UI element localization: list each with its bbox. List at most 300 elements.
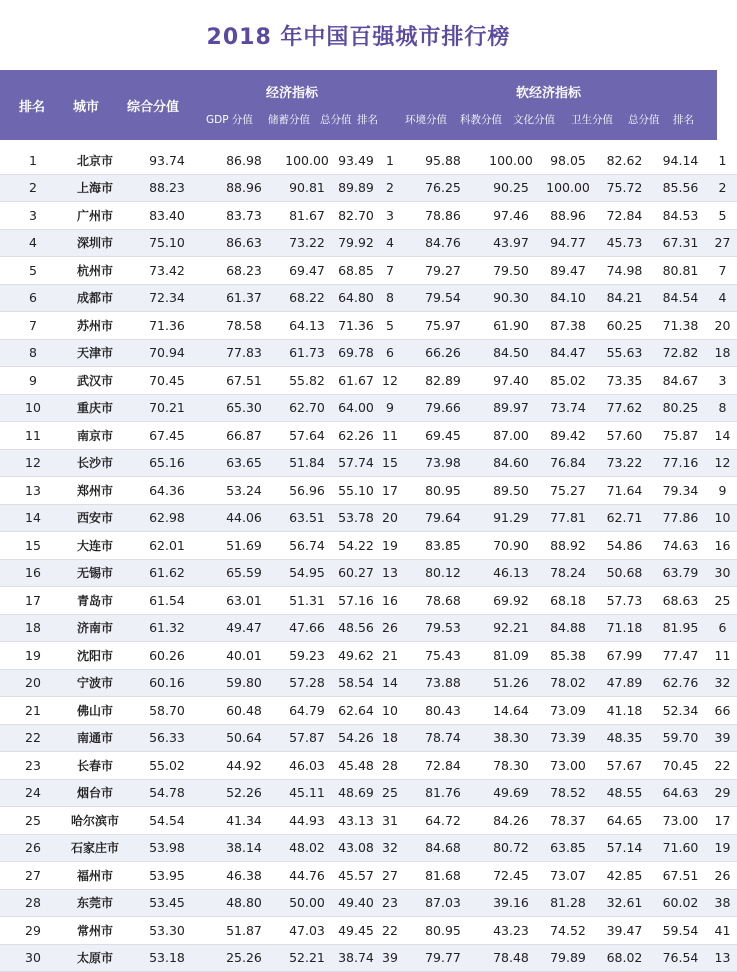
cell-city: 北京市 <box>66 147 124 174</box>
cell-gdp: 49.47 <box>210 614 278 642</box>
cell-culture: 73.74 <box>540 394 596 422</box>
table-row <box>0 834 737 862</box>
cell-gdp: 60.48 <box>210 697 278 725</box>
cell-composite: 54.54 <box>124 807 210 835</box>
cell-health: 71.18 <box>596 614 653 642</box>
cell-composite: 73.42 <box>124 257 210 285</box>
cell-econ-total: 43.13 <box>336 807 376 835</box>
cell-env: 73.98 <box>404 449 482 477</box>
cell-rank: 28 <box>0 889 66 917</box>
page-title: 2018 年中国百强城市排行榜 <box>206 25 511 50</box>
table-row <box>0 174 737 202</box>
table-row <box>0 889 737 917</box>
table-row <box>0 862 737 890</box>
table-row <box>0 752 737 780</box>
cell-env: 75.43 <box>404 642 482 670</box>
cell-composite: 56.33 <box>124 724 210 752</box>
cell-soft-rank: 11 <box>708 642 737 670</box>
header-soft-rank: 排名 <box>673 114 694 126</box>
cell-health: 41.18 <box>596 697 653 725</box>
cell-econ-total: 57.16 <box>336 587 376 615</box>
cell-edu: 84.50 <box>482 339 540 367</box>
cell-culture: 84.88 <box>540 614 596 642</box>
cell-soft-total: 84.54 <box>653 284 708 312</box>
cell-edu: 80.72 <box>482 834 540 862</box>
cell-rank: 1 <box>0 147 66 174</box>
cell-econ-rank: 19 <box>376 532 404 560</box>
cell-rank: 18 <box>0 614 66 642</box>
cell-edu: 51.26 <box>482 669 540 697</box>
cell-city: 福州市 <box>66 862 124 890</box>
cell-rank: 6 <box>0 284 66 312</box>
cell-econ-rank: 31 <box>376 807 404 835</box>
cell-composite: 70.94 <box>124 339 210 367</box>
cell-econ-total: 71.36 <box>336 312 376 340</box>
table-row <box>0 449 737 477</box>
cell-gdp: 53.24 <box>210 477 278 505</box>
cell-edu: 89.97 <box>482 394 540 422</box>
cell-city: 天津市 <box>66 339 124 367</box>
cell-edu: 61.90 <box>482 312 540 340</box>
cell-soft-total: 52.34 <box>653 697 708 725</box>
header-culture: 文化分值 <box>513 114 555 126</box>
cell-savings: 64.79 <box>278 697 336 725</box>
cell-composite: 53.45 <box>124 889 210 917</box>
cell-soft-rank: 12 <box>708 449 737 477</box>
cell-health: 55.63 <box>596 339 653 367</box>
cell-env: 79.64 <box>404 504 482 532</box>
cell-health: 57.60 <box>596 422 653 450</box>
cell-culture: 74.52 <box>540 917 596 945</box>
cell-gdp: 88.96 <box>210 174 278 202</box>
cell-health: 84.21 <box>596 284 653 312</box>
cell-soft-rank: 25 <box>708 587 737 615</box>
cell-city: 武汉市 <box>66 367 124 395</box>
cell-composite: 55.02 <box>124 752 210 780</box>
cell-city: 广州市 <box>66 202 124 230</box>
cell-health: 54.86 <box>596 532 653 560</box>
cell-savings: 63.51 <box>278 504 336 532</box>
cell-soft-rank: 20 <box>708 312 737 340</box>
cell-soft-rank: 9 <box>708 477 737 505</box>
cell-composite: 61.54 <box>124 587 210 615</box>
header-composite: 综合分值 <box>127 100 180 115</box>
cell-econ-rank: 21 <box>376 642 404 670</box>
cell-composite: 64.36 <box>124 477 210 505</box>
cell-econ-rank: 18 <box>376 724 404 752</box>
table-row <box>0 229 737 257</box>
cell-soft-rank: 26 <box>708 862 737 890</box>
header-econ-rank: 排名 <box>357 114 378 126</box>
cell-gdp: 65.59 <box>210 559 278 587</box>
cell-env: 83.85 <box>404 532 482 560</box>
cell-edu: 84.60 <box>482 449 540 477</box>
cell-gdp: 51.69 <box>210 532 278 560</box>
cell-rank: 19 <box>0 642 66 670</box>
cell-soft-total: 85.56 <box>653 174 708 202</box>
cell-savings: 54.95 <box>278 559 336 587</box>
cell-econ-total: 57.74 <box>336 449 376 477</box>
cell-econ-rank: 3 <box>376 202 404 230</box>
cell-edu: 90.25 <box>482 174 540 202</box>
cell-gdp: 50.64 <box>210 724 278 752</box>
cell-health: 48.35 <box>596 724 653 752</box>
cell-rank: 29 <box>0 917 66 945</box>
cell-rank: 4 <box>0 229 66 257</box>
table-row <box>0 147 737 174</box>
cell-soft-rank: 27 <box>708 229 737 257</box>
cell-gdp: 41.34 <box>210 807 278 835</box>
cell-econ-rank: 32 <box>376 834 404 862</box>
cell-health: 73.22 <box>596 449 653 477</box>
cell-soft-rank: 4 <box>708 284 737 312</box>
cell-city: 成都市 <box>66 284 124 312</box>
cell-soft-total: 68.63 <box>653 587 708 615</box>
cell-soft-rank: 17 <box>708 807 737 835</box>
cell-health: 67.99 <box>596 642 653 670</box>
cell-soft-total: 63.79 <box>653 559 708 587</box>
cell-gdp: 67.51 <box>210 367 278 395</box>
cell-rank: 30 <box>0 944 66 972</box>
cell-savings: 56.74 <box>278 532 336 560</box>
cell-env: 87.03 <box>404 889 482 917</box>
table-row <box>0 312 737 340</box>
cell-soft-total: 77.47 <box>653 642 708 670</box>
cell-savings: 47.03 <box>278 917 336 945</box>
cell-rank: 3 <box>0 202 66 230</box>
cell-rank: 14 <box>0 504 66 532</box>
cell-city: 长春市 <box>66 752 124 780</box>
cell-econ-total: 69.78 <box>336 339 376 367</box>
cell-soft-rank: 41 <box>708 917 737 945</box>
table-row <box>0 944 737 972</box>
table-row <box>0 202 737 230</box>
cell-composite: 53.30 <box>124 917 210 945</box>
cell-rank: 17 <box>0 587 66 615</box>
cell-culture: 87.38 <box>540 312 596 340</box>
cell-env: 82.89 <box>404 367 482 395</box>
cell-city: 太原市 <box>66 944 124 972</box>
cell-edu: 72.45 <box>482 862 540 890</box>
cell-savings: 59.23 <box>278 642 336 670</box>
cell-econ-rank: 15 <box>376 449 404 477</box>
table-row <box>0 642 737 670</box>
cell-econ-total: 45.48 <box>336 752 376 780</box>
cell-health: 73.35 <box>596 367 653 395</box>
cell-soft-total: 77.16 <box>653 449 708 477</box>
cell-env: 78.86 <box>404 202 482 230</box>
cell-soft-rank: 6 <box>708 614 737 642</box>
cell-econ-rank: 25 <box>376 779 404 807</box>
cell-gdp: 25.26 <box>210 944 278 972</box>
cell-rank: 25 <box>0 807 66 835</box>
cell-econ-rank: 39 <box>376 944 404 972</box>
cell-health: 57.67 <box>596 752 653 780</box>
cell-health: 48.55 <box>596 779 653 807</box>
cell-soft-total: 84.53 <box>653 202 708 230</box>
cell-rank: 7 <box>0 312 66 340</box>
cell-env: 80.12 <box>404 559 482 587</box>
cell-gdp: 86.63 <box>210 229 278 257</box>
table-row <box>0 422 737 450</box>
cell-savings: 61.73 <box>278 339 336 367</box>
table-row <box>0 697 737 725</box>
cell-health: 57.73 <box>596 587 653 615</box>
table-row <box>0 587 737 615</box>
cell-health: 75.72 <box>596 174 653 202</box>
cell-health: 68.02 <box>596 944 653 972</box>
header-soft-group: 软经济指标 <box>516 86 582 101</box>
header-gdp: GDP 分值 <box>206 114 253 126</box>
cell-econ-rank: 11 <box>376 422 404 450</box>
header-savings: 储蓄分值 <box>268 114 310 126</box>
cell-culture: 77.81 <box>540 504 596 532</box>
cell-econ-total: 61.67 <box>336 367 376 395</box>
cell-city: 南通市 <box>66 724 124 752</box>
cell-health: 64.65 <box>596 807 653 835</box>
cell-edu: 70.90 <box>482 532 540 560</box>
cell-econ-rank: 20 <box>376 504 404 532</box>
cell-culture: 78.24 <box>540 559 596 587</box>
cell-soft-rank: 39 <box>708 724 737 752</box>
cell-env: 72.84 <box>404 752 482 780</box>
cell-culture: 73.00 <box>540 752 596 780</box>
cell-econ-rank: 10 <box>376 697 404 725</box>
cell-rank: 26 <box>0 834 66 862</box>
cell-soft-total: 73.00 <box>653 807 708 835</box>
table-row <box>0 477 737 505</box>
ranking-table <box>0 147 737 972</box>
cell-env: 76.25 <box>404 174 482 202</box>
cell-econ-rank: 1 <box>376 147 404 174</box>
cell-composite: 62.98 <box>124 504 210 532</box>
cell-gdp: 44.06 <box>210 504 278 532</box>
cell-econ-total: 93.49 <box>336 147 376 174</box>
cell-soft-rank: 22 <box>708 752 737 780</box>
cell-soft-total: 60.02 <box>653 889 708 917</box>
cell-composite: 93.74 <box>124 147 210 174</box>
cell-edu: 49.69 <box>482 779 540 807</box>
cell-soft-total: 80.81 <box>653 257 708 285</box>
table-row <box>0 669 737 697</box>
cell-econ-total: 55.10 <box>336 477 376 505</box>
cell-econ-rank: 28 <box>376 752 404 780</box>
table-row <box>0 614 737 642</box>
cell-soft-rank: 1 <box>708 147 737 174</box>
cell-rank: 24 <box>0 779 66 807</box>
cell-city: 西安市 <box>66 504 124 532</box>
cell-econ-total: 54.26 <box>336 724 376 752</box>
cell-soft-rank: 2 <box>708 174 737 202</box>
cell-soft-total: 72.82 <box>653 339 708 367</box>
cell-city: 杭州市 <box>66 257 124 285</box>
cell-gdp: 78.58 <box>210 312 278 340</box>
cell-econ-rank: 8 <box>376 284 404 312</box>
cell-culture: 85.02 <box>540 367 596 395</box>
cell-econ-total: 60.27 <box>336 559 376 587</box>
cell-savings: 50.00 <box>278 889 336 917</box>
cell-composite: 58.70 <box>124 697 210 725</box>
cell-env: 79.66 <box>404 394 482 422</box>
cell-city: 深圳市 <box>66 229 124 257</box>
cell-env: 69.45 <box>404 422 482 450</box>
cell-savings: 57.64 <box>278 422 336 450</box>
cell-soft-total: 59.54 <box>653 917 708 945</box>
header-soft-total: 总分值 <box>628 114 660 126</box>
cell-econ-rank: 27 <box>376 862 404 890</box>
table-row <box>0 257 737 285</box>
cell-econ-rank: 22 <box>376 917 404 945</box>
cell-edu: 97.46 <box>482 202 540 230</box>
cell-env: 95.88 <box>404 147 482 174</box>
cell-rank: 22 <box>0 724 66 752</box>
cell-econ-rank: 7 <box>376 257 404 285</box>
cell-city: 上海市 <box>66 174 124 202</box>
cell-edu: 97.40 <box>482 367 540 395</box>
header-econ-total: 总分值 <box>320 114 352 126</box>
cell-env: 79.53 <box>404 614 482 642</box>
cell-rank: 20 <box>0 669 66 697</box>
cell-composite: 70.45 <box>124 367 210 395</box>
cell-rank: 15 <box>0 532 66 560</box>
cell-savings: 100.00 <box>278 147 336 174</box>
cell-gdp: 52.26 <box>210 779 278 807</box>
cell-city: 郑州市 <box>66 477 124 505</box>
cell-edu: 46.13 <box>482 559 540 587</box>
cell-culture: 100.00 <box>540 174 596 202</box>
cell-gdp: 86.98 <box>210 147 278 174</box>
cell-econ-rank: 4 <box>376 229 404 257</box>
cell-health: 50.68 <box>596 559 653 587</box>
cell-savings: 69.47 <box>278 257 336 285</box>
table-row <box>0 394 737 422</box>
cell-env: 84.76 <box>404 229 482 257</box>
cell-health: 72.84 <box>596 202 653 230</box>
cell-rank: 27 <box>0 862 66 890</box>
cell-econ-total: 64.80 <box>336 284 376 312</box>
cell-composite: 71.36 <box>124 312 210 340</box>
cell-culture: 94.77 <box>540 229 596 257</box>
cell-soft-total: 71.38 <box>653 312 708 340</box>
cell-soft-total: 67.51 <box>653 862 708 890</box>
cell-savings: 45.11 <box>278 779 336 807</box>
cell-env: 81.76 <box>404 779 482 807</box>
cell-econ-total: 68.85 <box>336 257 376 285</box>
cell-savings: 57.28 <box>278 669 336 697</box>
cell-soft-total: 59.70 <box>653 724 708 752</box>
cell-health: 74.98 <box>596 257 653 285</box>
cell-edu: 89.50 <box>482 477 540 505</box>
header-health: 卫生分值 <box>571 114 613 126</box>
cell-rank: 8 <box>0 339 66 367</box>
cell-econ-total: 79.92 <box>336 229 376 257</box>
cell-gdp: 68.23 <box>210 257 278 285</box>
cell-culture: 84.47 <box>540 339 596 367</box>
cell-econ-total: 53.78 <box>336 504 376 532</box>
cell-soft-total: 79.34 <box>653 477 708 505</box>
cell-soft-rank: 10 <box>708 504 737 532</box>
cell-culture: 89.47 <box>540 257 596 285</box>
cell-city: 沈阳市 <box>66 642 124 670</box>
cell-gdp: 40.01 <box>210 642 278 670</box>
cell-rank: 10 <box>0 394 66 422</box>
cell-soft-rank: 66 <box>708 697 737 725</box>
cell-savings: 55.82 <box>278 367 336 395</box>
table-row <box>0 339 737 367</box>
cell-edu: 69.92 <box>482 587 540 615</box>
cell-culture: 84.10 <box>540 284 596 312</box>
header-city: 城市 <box>73 100 100 115</box>
cell-env: 79.27 <box>404 257 482 285</box>
cell-econ-rank: 5 <box>376 312 404 340</box>
cell-composite: 88.23 <box>124 174 210 202</box>
cell-econ-rank: 23 <box>376 889 404 917</box>
cell-composite: 75.10 <box>124 229 210 257</box>
cell-city: 烟台市 <box>66 779 124 807</box>
cell-composite: 60.26 <box>124 642 210 670</box>
cell-soft-rank: 38 <box>708 889 737 917</box>
cell-city: 大连市 <box>66 532 124 560</box>
cell-health: 60.25 <box>596 312 653 340</box>
cell-soft-total: 70.45 <box>653 752 708 780</box>
cell-culture: 81.28 <box>540 889 596 917</box>
cell-edu: 39.16 <box>482 889 540 917</box>
cell-soft-rank: 13 <box>708 944 737 972</box>
cell-soft-rank: 7 <box>708 257 737 285</box>
cell-health: 77.62 <box>596 394 653 422</box>
cell-savings: 48.02 <box>278 834 336 862</box>
cell-composite: 67.45 <box>124 422 210 450</box>
cell-env: 75.97 <box>404 312 482 340</box>
cell-soft-rank: 5 <box>708 202 737 230</box>
cell-culture: 78.52 <box>540 779 596 807</box>
cell-culture: 98.05 <box>540 147 596 174</box>
cell-econ-rank: 12 <box>376 367 404 395</box>
cell-city: 南京市 <box>66 422 124 450</box>
cell-env: 78.74 <box>404 724 482 752</box>
cell-savings: 47.66 <box>278 614 336 642</box>
cell-soft-total: 81.95 <box>653 614 708 642</box>
cell-city: 东莞市 <box>66 889 124 917</box>
cell-rank: 5 <box>0 257 66 285</box>
cell-rank: 13 <box>0 477 66 505</box>
cell-savings: 73.22 <box>278 229 336 257</box>
cell-econ-total: 62.64 <box>336 697 376 725</box>
cell-edu: 14.64 <box>482 697 540 725</box>
cell-gdp: 46.38 <box>210 862 278 890</box>
cell-soft-total: 64.63 <box>653 779 708 807</box>
cell-rank: 23 <box>0 752 66 780</box>
cell-econ-rank: 26 <box>376 614 404 642</box>
cell-culture: 63.85 <box>540 834 596 862</box>
cell-soft-total: 74.63 <box>653 532 708 560</box>
cell-savings: 44.93 <box>278 807 336 835</box>
cell-city: 无锡市 <box>66 559 124 587</box>
cell-culture: 73.39 <box>540 724 596 752</box>
cell-culture: 68.18 <box>540 587 596 615</box>
cell-gdp: 59.80 <box>210 669 278 697</box>
cell-gdp: 65.30 <box>210 394 278 422</box>
cell-culture: 78.37 <box>540 807 596 835</box>
cell-culture: 88.96 <box>540 202 596 230</box>
cell-gdp: 63.65 <box>210 449 278 477</box>
cell-city: 青岛市 <box>66 587 124 615</box>
cell-soft-total: 76.54 <box>653 944 708 972</box>
cell-edu: 81.09 <box>482 642 540 670</box>
cell-soft-rank: 32 <box>708 669 737 697</box>
table-row <box>0 504 737 532</box>
cell-composite: 53.95 <box>124 862 210 890</box>
